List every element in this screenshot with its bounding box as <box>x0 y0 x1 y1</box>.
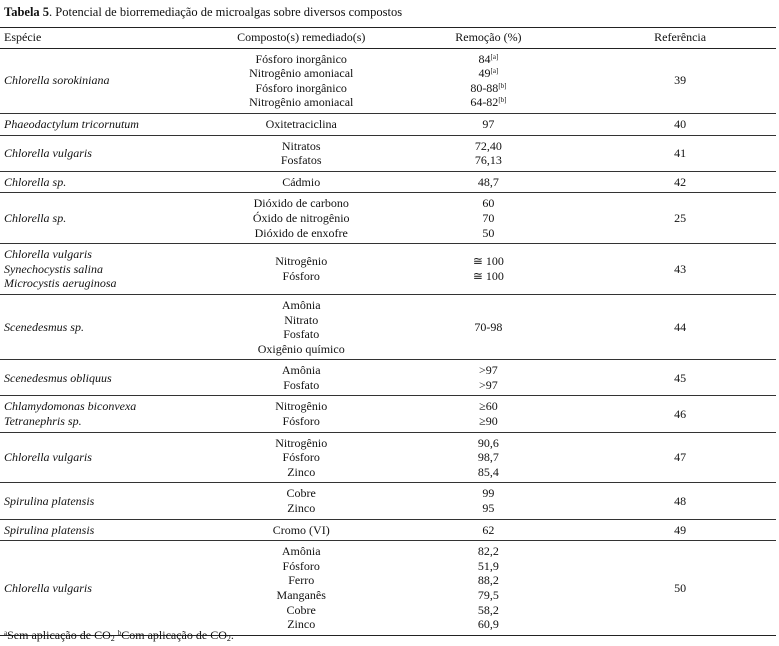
compound-name-text: Dióxido de carbono <box>253 196 349 211</box>
removal-value-text: 48,7 <box>477 174 499 189</box>
compound-name-text: Nitrato <box>284 312 319 327</box>
removal-value <box>395 603 583 618</box>
compound-name <box>212 269 391 284</box>
removal-value <box>395 486 583 501</box>
removal-value <box>395 501 583 516</box>
removal-value <box>395 153 583 168</box>
removal-value-text: 70 <box>482 210 495 225</box>
compound-name-text: Cromo (VI) <box>272 522 330 537</box>
table-caption-text: . Potencial de biorremediação de microalgas sobre diversos compostos <box>49 5 403 19</box>
compound-name-text: Fósforo inorgânico <box>255 51 347 66</box>
removal-value <box>395 269 583 284</box>
compound-name-text: Fosfato <box>283 377 320 392</box>
compound-name <box>212 52 391 67</box>
compound-name-text: Dióxido de enxofre <box>254 225 348 240</box>
compound-name-text: Amônia <box>281 544 321 559</box>
species-name <box>4 399 208 414</box>
species-name-text: Chlorella vulgaris <box>4 580 92 595</box>
removal-note: [a] <box>490 52 499 61</box>
compound-name-text: Amônia <box>281 363 321 378</box>
compound-name <box>212 175 391 190</box>
species-name <box>4 581 208 596</box>
removal-value-text: >97 <box>479 377 498 392</box>
species-name <box>4 450 208 465</box>
compounds-cell <box>210 360 393 396</box>
species-name <box>4 276 208 291</box>
removal-value-text: 88,2 <box>477 573 499 588</box>
footnote-a-sub: 2 <box>110 634 115 643</box>
removal-value <box>395 465 583 480</box>
species-cell <box>0 519 210 541</box>
removal-value <box>395 450 583 465</box>
compound-name <box>212 436 391 451</box>
removal-cell <box>393 396 585 432</box>
compound-name-text: Zinco <box>287 464 316 479</box>
table-row <box>0 396 776 432</box>
species-name-text: Spirulina platensis <box>4 522 95 537</box>
reference-number: 49 <box>674 522 687 537</box>
removal-cell <box>393 541 585 636</box>
removal-value-text: >97 <box>479 363 498 378</box>
removal-value <box>395 320 583 335</box>
compounds-cell <box>210 541 393 636</box>
compound-name-text: Oxigênio químico <box>257 341 345 356</box>
compounds-cell <box>210 519 393 541</box>
removal-value-text: ≅ 100 <box>472 269 504 284</box>
compound-name-text: Fósforo <box>282 414 320 429</box>
compound-name-text: Cobre <box>286 486 316 501</box>
removal-note: [a] <box>490 67 499 76</box>
reference-number: 50 <box>674 580 687 595</box>
compound-name-text: Nitrogênio <box>275 254 328 269</box>
compound-name <box>212 486 391 501</box>
compound-name <box>212 254 391 269</box>
table-row <box>0 519 776 541</box>
compounds-cell <box>210 113 393 135</box>
removal-value <box>395 211 583 226</box>
removal-value <box>395 175 583 190</box>
removal-value <box>395 363 583 378</box>
species-name <box>4 211 208 226</box>
removal-value-text: 85,4 <box>477 464 499 479</box>
species-name <box>4 494 208 509</box>
table-caption <box>4 4 402 20</box>
species-name <box>4 414 208 429</box>
reference-cell <box>584 244 776 295</box>
table-row <box>0 541 776 636</box>
removal-value-text: 62 <box>482 522 495 537</box>
removal-cell <box>393 48 585 113</box>
compound-name-text: Óxido de nitrogênio <box>252 210 350 225</box>
compounds-cell <box>210 193 393 244</box>
removal-value <box>395 436 583 451</box>
removal-value-text: 84 <box>478 51 491 66</box>
removal-value <box>395 617 583 632</box>
species-name-text: Scenedesmus obliquus <box>4 370 112 385</box>
removal-note: [b] <box>498 96 507 105</box>
removal-cell <box>393 294 585 359</box>
removal-value <box>395 523 583 538</box>
compound-name-text: Fósforo <box>282 269 320 284</box>
species-name <box>4 73 208 88</box>
compound-name <box>212 139 391 154</box>
species-cell <box>0 483 210 519</box>
compound-name <box>212 603 391 618</box>
removal-cell <box>393 113 585 135</box>
table-row <box>0 193 776 244</box>
table-row <box>0 135 776 171</box>
compound-name <box>212 414 391 429</box>
header-remocao: Remoção (%) <box>393 28 585 49</box>
table-row <box>0 294 776 359</box>
species-cell <box>0 432 210 483</box>
table-row <box>0 360 776 396</box>
compounds-cell <box>210 244 393 295</box>
species-cell <box>0 396 210 432</box>
removal-note: [b] <box>498 81 507 90</box>
removal-value <box>395 196 583 211</box>
removal-value-text: 51,9 <box>477 558 499 573</box>
compound-name <box>212 544 391 559</box>
species-name-text: Chlorella vulgaris <box>4 247 92 262</box>
removal-value-text: 58,2 <box>477 602 499 617</box>
species-cell <box>0 171 210 193</box>
reference-cell <box>584 483 776 519</box>
reference-number: 47 <box>674 450 687 465</box>
removal-value-text: 70-98 <box>474 319 503 334</box>
removal-value-text: ≅ 100 <box>472 254 504 269</box>
reference-number: 39 <box>674 73 687 88</box>
table-label: Tabela 5 <box>4 5 50 19</box>
species-name <box>4 523 208 538</box>
removal-cell <box>393 193 585 244</box>
compound-name-text: Nitrogênio amoniacal <box>249 95 354 110</box>
footnote-b-text: Com aplicação de CO <box>121 628 227 642</box>
species-name-text: Chlorella vulgaris <box>4 450 92 465</box>
reference-cell <box>584 294 776 359</box>
compound-name <box>212 559 391 574</box>
removal-value <box>395 559 583 574</box>
compound-name-text: Fósforo inorgânico <box>255 80 347 95</box>
compound-name-text: Zinco <box>287 501 316 516</box>
reference-cell <box>584 113 776 135</box>
compound-name <box>212 327 391 342</box>
removal-value <box>395 588 583 603</box>
removal-cell <box>393 135 585 171</box>
compound-name <box>212 342 391 357</box>
species-name-text: Tetranephris sp. <box>4 414 82 429</box>
species-name-text: Chlorella sp. <box>4 174 67 189</box>
removal-cell <box>393 360 585 396</box>
compound-name <box>212 117 391 132</box>
reference-cell <box>584 432 776 483</box>
species-cell <box>0 113 210 135</box>
removal-cell <box>393 519 585 541</box>
compound-name <box>212 66 391 81</box>
compound-name-text: Nitrogênio <box>275 399 328 414</box>
reference-number: 41 <box>674 145 687 160</box>
compound-name-text: Oxitetraciclina <box>265 116 337 131</box>
compound-name-text: Zinco <box>287 617 316 632</box>
reference-cell <box>584 135 776 171</box>
header-referencia: Referência <box>584 28 776 49</box>
footnote-b-sub: 2 <box>226 634 231 643</box>
removal-value <box>395 573 583 588</box>
reference-number: 40 <box>674 116 687 131</box>
species-name-text: Chlorella vulgaris <box>4 145 92 160</box>
reference-number: 44 <box>674 319 687 334</box>
compound-name-text: Fosfato <box>283 327 320 342</box>
table-row <box>0 48 776 113</box>
removal-value-text: 64-82 <box>470 95 499 110</box>
table-row <box>0 113 776 135</box>
removal-value-text: 72,40 <box>474 138 502 153</box>
footnote-b-mark: b <box>117 629 122 637</box>
compound-name <box>212 465 391 480</box>
compound-name-text: Fósforo <box>282 558 320 573</box>
species-name <box>4 262 208 277</box>
removal-value-text: 60 <box>482 196 495 211</box>
removal-value <box>395 399 583 414</box>
removal-value <box>395 254 583 269</box>
compound-name-text: Cobre <box>286 602 316 617</box>
compounds-cell <box>210 396 393 432</box>
reference-cell <box>584 396 776 432</box>
removal-cell <box>393 171 585 193</box>
removal-value-text: 76,13 <box>474 153 502 168</box>
species-name <box>4 146 208 161</box>
compound-name-text: Amônia <box>281 297 321 312</box>
compounds-cell <box>210 294 393 359</box>
species-name <box>4 320 208 335</box>
footnote-a-mark: a <box>4 629 8 637</box>
reference-cell <box>584 541 776 636</box>
compounds-cell <box>210 432 393 483</box>
reference-number: 43 <box>674 261 687 276</box>
compound-name <box>212 617 391 632</box>
footnote-end: . <box>230 628 234 642</box>
reference-number: 48 <box>674 493 687 508</box>
header-compostos: Composto(s) remediado(s) <box>210 28 393 49</box>
table-row <box>0 244 776 295</box>
removal-value <box>395 117 583 132</box>
compound-name <box>212 501 391 516</box>
species-name-text: Phaeodactylum tricornutum <box>4 116 139 131</box>
removal-value <box>395 378 583 393</box>
table-row <box>0 483 776 519</box>
table-header-row <box>0 28 776 49</box>
compound-name <box>212 211 391 226</box>
species-name-text: Microcystis aeruginosa <box>4 276 117 291</box>
species-name <box>4 247 208 262</box>
removal-cell <box>393 244 585 295</box>
table-row <box>0 432 776 483</box>
reference-number: 25 <box>674 210 687 225</box>
compound-name <box>212 399 391 414</box>
removal-value-text: 95 <box>482 501 495 516</box>
removal-value <box>395 66 583 81</box>
removal-value <box>395 226 583 241</box>
removal-value <box>395 414 583 429</box>
footnote <box>4 628 234 642</box>
removal-cell <box>393 432 585 483</box>
species-cell <box>0 244 210 295</box>
species-cell <box>0 135 210 171</box>
compound-name-text: Fósforo <box>282 450 320 465</box>
species-cell <box>0 48 210 113</box>
footnote-a-text: Sem aplicação de CO <box>7 628 111 642</box>
compound-name <box>212 196 391 211</box>
compound-name <box>212 313 391 328</box>
compound-name <box>212 523 391 538</box>
compound-name <box>212 153 391 168</box>
compound-name <box>212 588 391 603</box>
reference-cell <box>584 48 776 113</box>
species-name <box>4 117 208 132</box>
removal-value-text: 80-88 <box>470 80 499 95</box>
reference-cell <box>584 519 776 541</box>
removal-value <box>395 52 583 67</box>
removal-value <box>395 544 583 559</box>
compound-name <box>212 378 391 393</box>
compound-name <box>212 298 391 313</box>
species-name-text: Chlorella sp. <box>4 210 67 225</box>
removal-value <box>395 81 583 96</box>
species-cell <box>0 360 210 396</box>
species-cell <box>0 193 210 244</box>
species-cell <box>0 294 210 359</box>
reference-number: 46 <box>674 406 687 421</box>
compound-name <box>212 363 391 378</box>
compounds-cell <box>210 483 393 519</box>
removal-value-text: 97 <box>482 116 495 131</box>
species-name-text: Chlorella sorokiniana <box>4 73 110 88</box>
compound-name-text: Nitrogênio <box>275 435 328 450</box>
compounds-cell <box>210 171 393 193</box>
removal-value <box>395 95 583 110</box>
compound-name <box>212 573 391 588</box>
compounds-cell <box>210 135 393 171</box>
biorremediation-table <box>0 27 776 636</box>
compound-name <box>212 95 391 110</box>
species-name-text: Chlamydomonas biconvexa <box>4 399 137 414</box>
header-especie: Espécie <box>0 28 210 49</box>
species-name-text: Synechocystis salina <box>4 261 103 276</box>
removal-value-text: ≥90 <box>479 414 498 429</box>
removal-value-text: ≥60 <box>479 399 498 414</box>
species-cell <box>0 541 210 636</box>
reference-cell <box>584 193 776 244</box>
table-row <box>0 171 776 193</box>
removal-cell <box>393 483 585 519</box>
compound-name-text: Nitrogênio amoniacal <box>249 66 354 81</box>
reference-cell <box>584 360 776 396</box>
removal-value <box>395 139 583 154</box>
species-name <box>4 175 208 190</box>
compound-name <box>212 226 391 241</box>
reference-number: 42 <box>674 174 687 189</box>
compound-name-text: Cádmio <box>282 174 321 189</box>
reference-number: 45 <box>674 370 687 385</box>
compound-name-text: Manganês <box>276 588 326 602</box>
table-body <box>0 48 776 635</box>
removal-value-text: 49 <box>478 66 491 81</box>
compound-name-text: Ferro <box>288 573 315 588</box>
species-name-text: Scenedesmus sp. <box>4 319 84 334</box>
removal-value-text: 98,7 <box>477 450 499 465</box>
compound-name <box>212 81 391 96</box>
removal-value-text: 50 <box>482 225 495 240</box>
species-name-text: Spirulina platensis <box>4 493 95 508</box>
compound-name-text: Nitratos <box>281 138 321 153</box>
removal-value-text: 79,5 <box>477 588 499 602</box>
removal-value-text: 60,9 <box>477 617 499 632</box>
compound-name <box>212 450 391 465</box>
removal-value-text: 90,6 <box>477 435 499 450</box>
removal-value-text: 82,2 <box>477 544 499 559</box>
species-name <box>4 371 208 386</box>
compounds-cell <box>210 48 393 113</box>
compound-name-text: Fosfatos <box>280 153 322 168</box>
reference-cell <box>584 171 776 193</box>
removal-value-text: 99 <box>482 486 495 501</box>
